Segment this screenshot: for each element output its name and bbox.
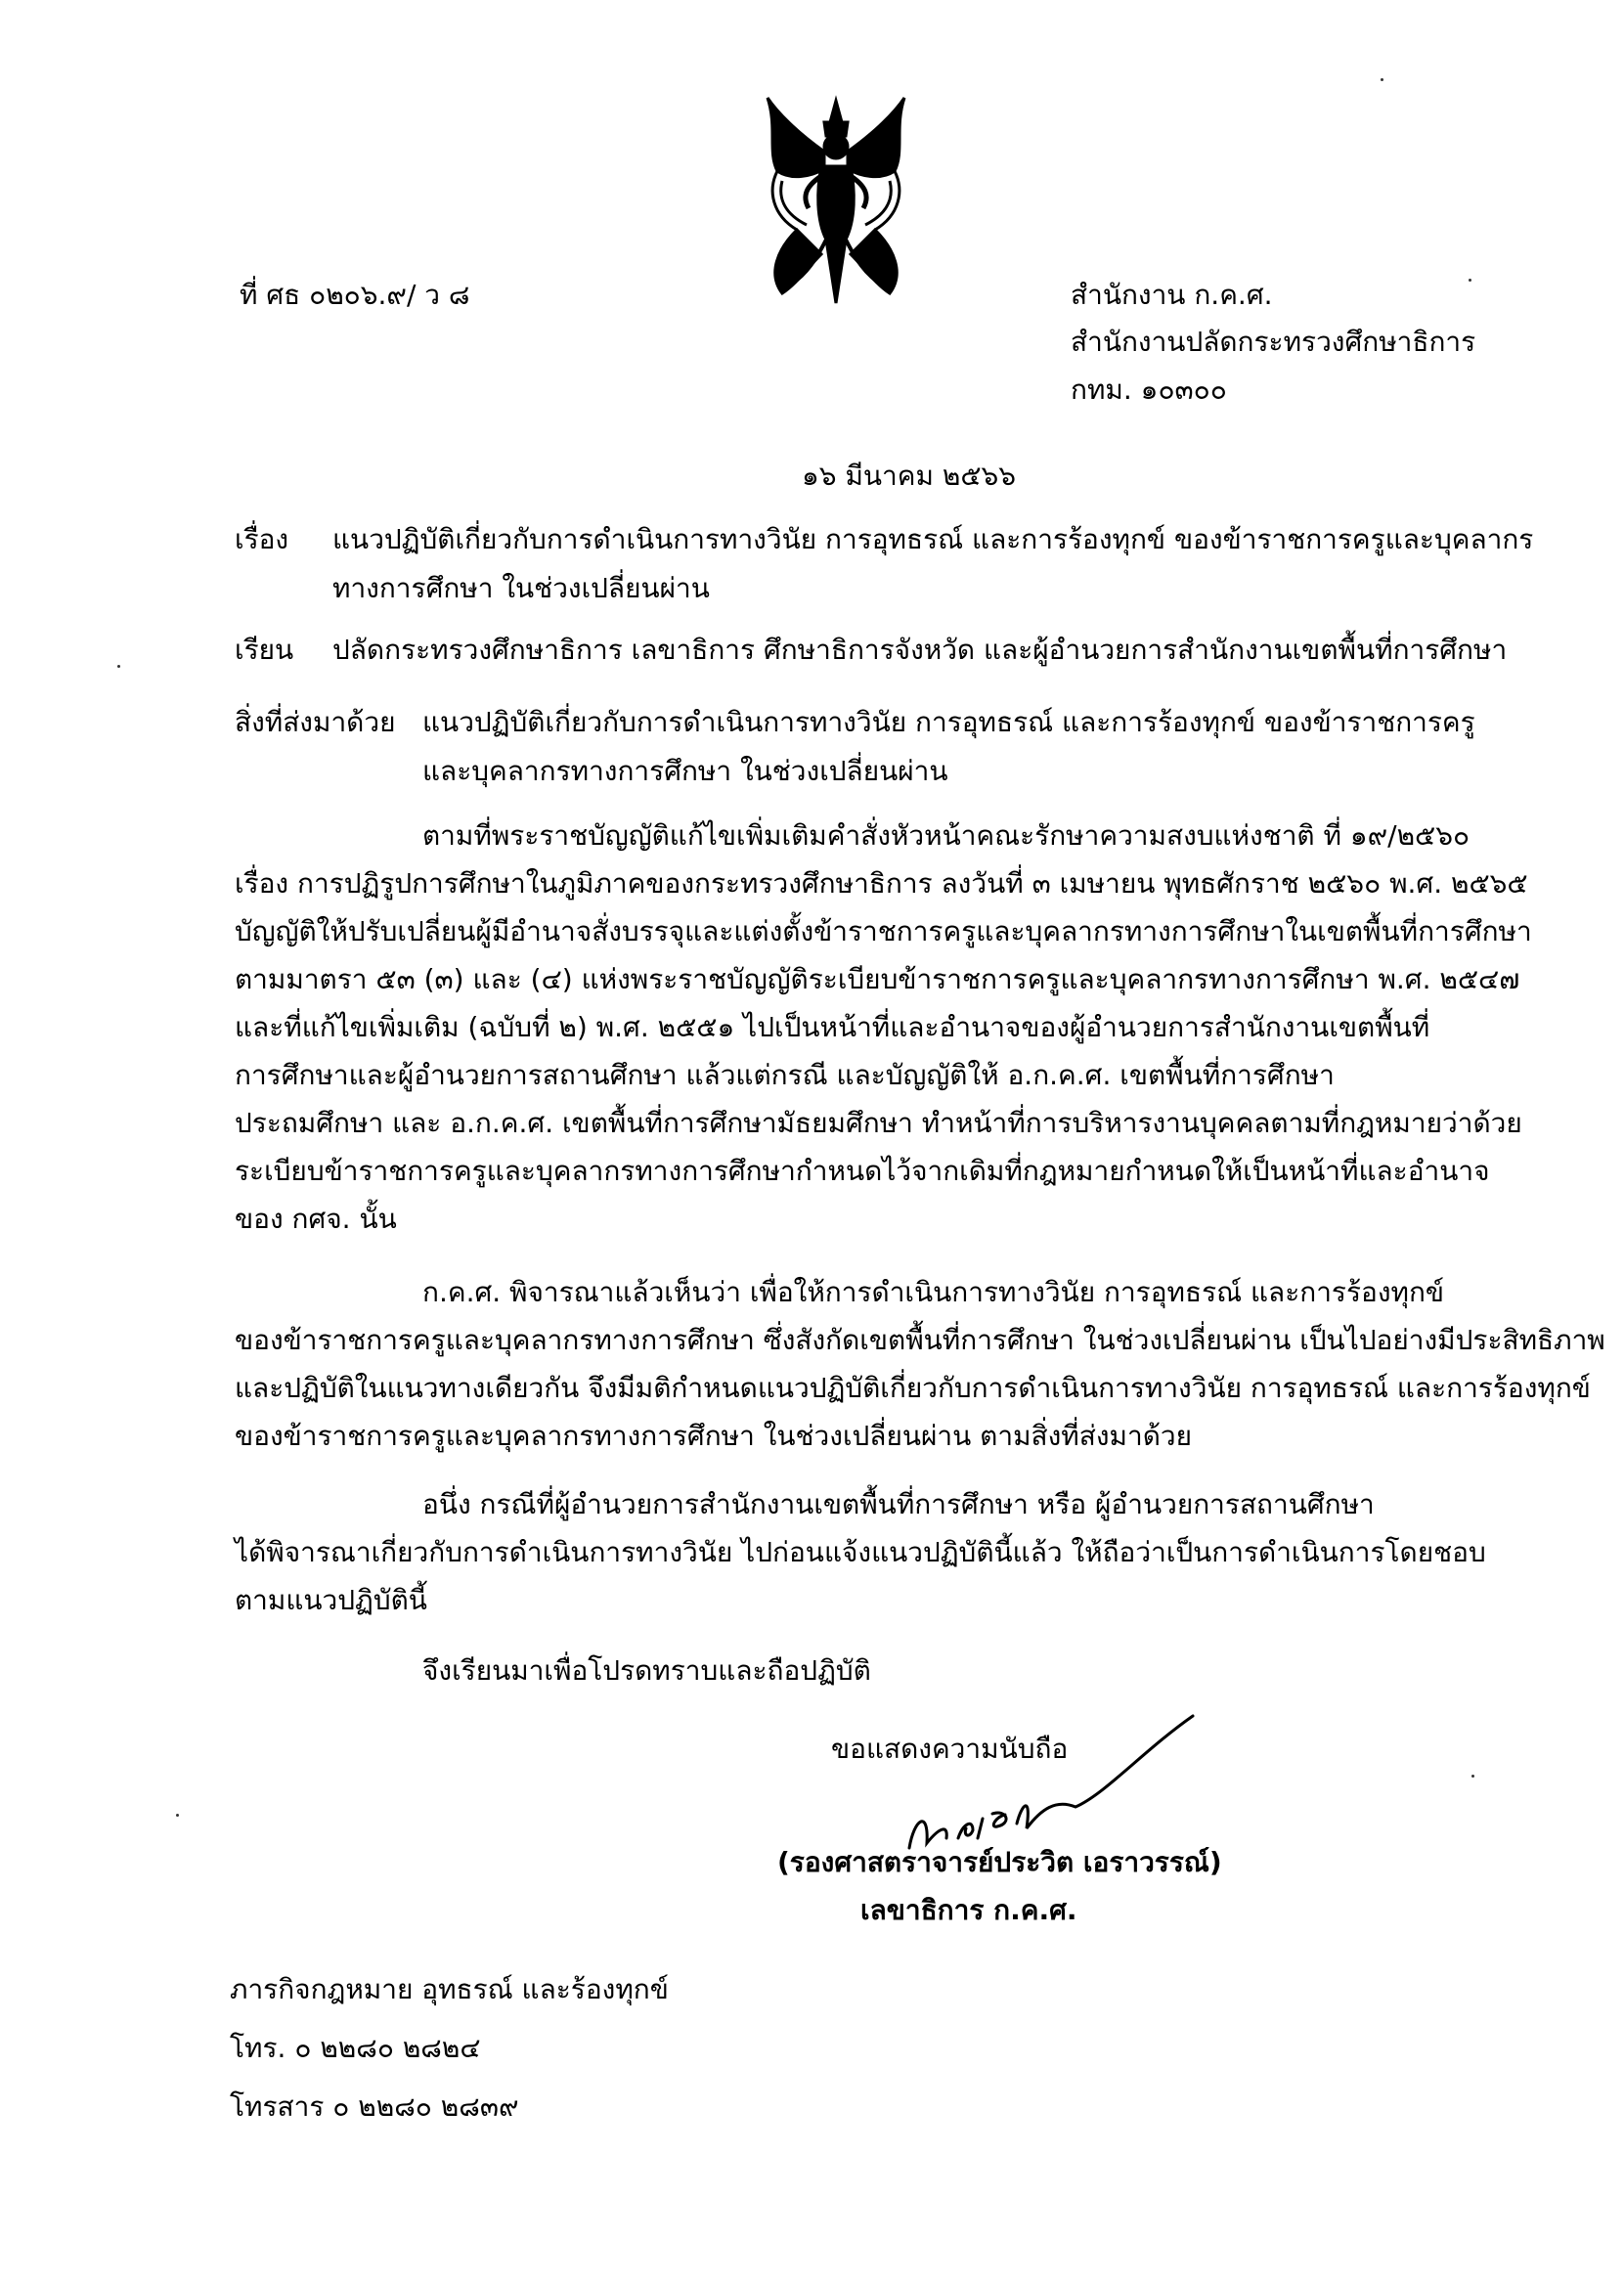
paragraph-2-line: ก.ค.ศ. พิจารณาแล้วเห็นว่า เพื่อให้การดำเนินการทางวินัย การอุทธรณ์ และการร้องทุกข์ bbox=[422, 1276, 1445, 1308]
scan-speck bbox=[1469, 279, 1471, 282]
garuda-emblem-svg bbox=[738, 93, 934, 313]
office-line-1: สำนักงาน ก.ค.ศ. bbox=[1071, 279, 1273, 311]
garuda-emblem bbox=[738, 93, 934, 313]
footer-phone: โทร. ๐ ๒๒๘๐ ๒๘๒๔ bbox=[230, 2032, 481, 2064]
enclosure-line-1: แนวปฏิบัติเกี่ยวกับการดำเนินการทางวินัย การอุทธรณ์ และการร้องทุกข์ ของข้าราชการครู bbox=[422, 706, 1475, 738]
paragraph-1-line: ของ กศจ. นั้น bbox=[235, 1203, 397, 1235]
closing-request: จึงเรียนมาเพื่อโปรดทราบและถือปฏิบัติ bbox=[422, 1654, 871, 1687]
addressee-label: เรียน bbox=[235, 634, 294, 666]
paragraph-2-line: ของข้าราชการครูและบุคลากรทางการศึกษา ซึ่งสังกัดเขตพื้นที่การศึกษา ในช่วงเปลี่ยนผ่าน เป็นไปอย่างมีประสิทธิภาพ bbox=[235, 1324, 1605, 1356]
scan-speck bbox=[117, 665, 120, 668]
paragraph-2-line: ของข้าราชการครูและบุคลากรทางการศึกษา ในช่วงเปลี่ยนผ่าน ตามสิ่งที่ส่งมาด้วย bbox=[235, 1420, 1193, 1452]
subject-label: เรื่อง bbox=[235, 523, 289, 555]
closing-salutation: ขอแสดงความนับถือ bbox=[831, 1733, 1069, 1765]
paragraph-1-line: การศึกษาและผู้อำนวยการสถานศึกษา แล้วแต่กรณี และบัญญัติให้ อ.ก.ค.ศ. เขตพื้นที่การศึกษา bbox=[235, 1059, 1335, 1091]
paragraph-1-line: บัญญัติให้ปรับเปลี่ยนผู้มีอำนาจสั่งบรรจุและแต่งตั้งข้าราชการครูและบุคลากรทางการศึกษาในเขตพื้นที่การศึกษา bbox=[235, 915, 1532, 947]
scan-speck bbox=[176, 1814, 179, 1817]
paragraph-3-line: ได้พิจารณาเกี่ยวกับการดำเนินการทางวินัย ไปก่อนแจ้งแนวปฏิบัตินี้แล้ว ให้ถือว่าเป็นการดำเนินการโดยชอบ bbox=[235, 1536, 1486, 1568]
signatory-name: (รองศาสตราจารย์ประวิต เอราวรรณ์) bbox=[777, 1846, 1222, 1878]
paragraph-2-line: และปฏิบัติในแนวทางเดียวกัน จึงมีมติกำหนดแนวปฏิบัติเกี่ยวกับการดำเนินการทางวินัย การอุทธรณ์ และการร้องทุกข์ bbox=[235, 1372, 1591, 1404]
signatory-position: เลขาธิการ ก.ค.ศ. bbox=[860, 1894, 1077, 1926]
addressee-text: ปลัดกระทรวงศึกษาธิการ เลขาธิการ ศึกษาธิการจังหวัด และผู้อำนวยการสำนักงานเขตพื้นที่การศึกษา bbox=[332, 634, 1508, 666]
enclosure-line-2: และบุคลากรทางการศึกษา ในช่วงเปลี่ยนผ่าน bbox=[422, 755, 948, 787]
letter-date: ๑๖ มีนาคม ๒๕๖๖ bbox=[802, 460, 1017, 492]
handwritten-signature bbox=[880, 1701, 1203, 1858]
scan-speck bbox=[1471, 1775, 1474, 1778]
enclosure-label: สิ่งที่ส่งมาด้วย bbox=[235, 706, 396, 738]
paragraph-1-line: ประถมศึกษา และ อ.ก.ค.ศ. เขตพื้นที่การศึกษามัธยมศึกษา ทำหน้าที่การบริหารงานบุคคลตามที่กฎหมายว่าด้วย bbox=[235, 1107, 1522, 1139]
office-line-3: กทม. ๑๐๓๐๐ bbox=[1071, 374, 1227, 406]
footer-fax: โทรสาร ๐ ๒๒๘๐ ๒๘๓๙ bbox=[230, 2090, 519, 2123]
subject-line-1: แนวปฏิบัติเกี่ยวกับการดำเนินการทางวินัย การอุทธรณ์ และการร้องทุกข์ ของข้าราชการครูและบุคลากร bbox=[332, 523, 1534, 555]
paragraph-1-line: และที่แก้ไขเพิ่มเติม (ฉบับที่ ๒) พ.ศ. ๒๕๕๑ ไปเป็นหน้าที่และอำนาจของผู้อำนวยการสำนักงานเขตพื้นที่ bbox=[235, 1011, 1430, 1043]
paragraph-1-line: ระเบียบข้าราชการครูและบุคลากรทางการศึกษากำหนดไว้จากเดิมที่กฎหมายกำหนดให้เป็นหน้าที่และอำนาจ bbox=[235, 1155, 1490, 1187]
paragraph-3-line: อนึ่ง กรณีที่ผู้อำนวยการสำนักงานเขตพื้นที่การศึกษา หรือ ผู้อำนวยการสถานศึกษา bbox=[422, 1488, 1375, 1520]
paragraph-1-line: ตามมาตรา ๕๓ (๓) และ (๔) แห่งพระราชบัญญัติระเบียบข้าราชการครูและบุคลากรทางการศึกษา พ.ศ. ๒๕๔๗ bbox=[235, 963, 1520, 995]
paragraph-1-line: เรื่อง การปฏิรูปการศึกษาในภูมิภาคของกระทรวงศึกษาธิการ ลงวันที่ ๓ เมษายน พุทธศักราช ๒๕๖๐ พ.ศ. ๒๕๖๕ bbox=[235, 867, 1528, 900]
signature-svg bbox=[880, 1701, 1203, 1858]
scan-speck bbox=[1381, 78, 1383, 81]
office-line-2: สำนักงานปลัดกระทรวงศึกษาธิการ bbox=[1071, 326, 1476, 358]
footer-department: ภารกิจกฎหมาย อุทธรณ์ และร้องทุกข์ bbox=[230, 1973, 669, 2005]
reference-number: ที่ ศธ ๐๒๐๖.๙/ ว ๘ bbox=[240, 279, 470, 311]
paragraph-1-line: ตามที่พระราชบัญญัติแก้ไขเพิ่มเติมคำสั่งหัวหน้าคณะรักษาความสงบแห่งชาติ ที่ ๑๙/๒๕๖๐ bbox=[422, 819, 1470, 852]
paragraph-3-line: ตามแนวปฏิบัตินี้ bbox=[235, 1584, 427, 1616]
subject-line-2: ทางการศึกษา ในช่วงเปลี่ยนผ่าน bbox=[332, 572, 710, 604]
